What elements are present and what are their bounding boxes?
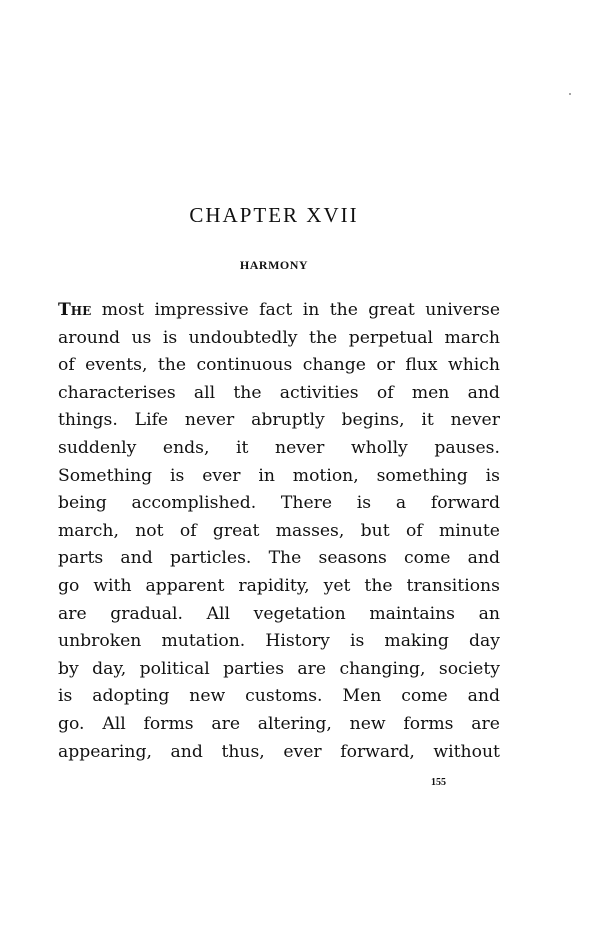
text-line <box>58 739 500 767</box>
word: go. <box>58 713 85 734</box>
word: a <box>395 493 407 514</box>
word: yet <box>323 575 351 596</box>
word: us <box>131 327 152 348</box>
word: flux <box>405 355 438 376</box>
word: minute <box>438 520 500 541</box>
text-line <box>58 325 500 353</box>
text-line <box>58 573 500 601</box>
word: is <box>349 631 365 652</box>
word: it <box>236 437 249 458</box>
text-line <box>58 407 500 435</box>
word: transitions <box>406 575 500 596</box>
word: forms <box>403 713 454 734</box>
word: The <box>268 548 302 569</box>
word: an <box>478 603 500 624</box>
page-number: 155 <box>431 777 446 788</box>
word: ends, <box>162 437 210 458</box>
word: pauses. <box>434 437 500 458</box>
text-line <box>58 601 500 629</box>
word: without <box>433 741 500 762</box>
word: is <box>162 327 178 348</box>
word: particles. <box>169 548 252 569</box>
word: History <box>265 631 330 652</box>
word: Men <box>342 686 382 707</box>
text-line <box>58 352 500 380</box>
word: which <box>447 355 500 376</box>
chapter-heading: CHAPTER XVII <box>189 203 359 227</box>
word: never <box>275 437 325 458</box>
text-line <box>58 380 500 408</box>
word: go <box>58 575 80 596</box>
word: the <box>309 327 338 348</box>
word: something <box>376 465 468 486</box>
word: of <box>376 382 394 403</box>
word: men <box>411 382 450 403</box>
word: is <box>58 686 73 707</box>
word: march, <box>58 520 119 541</box>
word: fact <box>259 300 293 320</box>
text-line <box>58 435 500 463</box>
word: Something <box>58 465 153 486</box>
word: are <box>58 603 87 624</box>
word: apparent <box>145 575 225 596</box>
word: are <box>297 658 327 679</box>
word: of <box>58 355 75 376</box>
word: rapidity, <box>238 575 310 596</box>
word: abruptly <box>251 410 325 431</box>
text-line <box>58 297 500 325</box>
word: by <box>58 658 79 679</box>
word: being <box>58 493 107 514</box>
word: continuous <box>196 355 293 376</box>
word: is <box>356 493 372 514</box>
word: adopting <box>92 686 170 707</box>
word: mutation. <box>161 631 246 652</box>
word: maintains <box>369 603 455 624</box>
word: seasons <box>318 548 387 569</box>
word: appearing, <box>58 741 152 762</box>
word: society <box>438 658 500 679</box>
word: new <box>349 713 386 734</box>
word: making <box>384 631 449 652</box>
word: All <box>206 603 231 624</box>
text-line <box>58 463 500 491</box>
word: day <box>469 631 500 652</box>
text-line <box>58 490 500 518</box>
word: motion, <box>292 465 359 486</box>
word: all <box>193 382 216 403</box>
word: undoubtedly <box>188 327 298 348</box>
word: forward, <box>340 741 415 762</box>
word: events, <box>85 355 148 376</box>
word: day, <box>92 658 127 679</box>
word: is <box>170 465 185 486</box>
word: ever <box>283 741 322 762</box>
text-line <box>58 683 500 711</box>
word: perpetual <box>348 327 433 348</box>
word: in <box>302 300 320 320</box>
word: and <box>120 548 153 569</box>
word: new <box>189 686 226 707</box>
word: impressive <box>154 300 249 320</box>
text-line <box>58 545 500 573</box>
word: unbroken <box>58 631 142 652</box>
word: things. <box>58 410 118 431</box>
text-line <box>58 656 500 684</box>
word: political <box>139 658 210 679</box>
word: vegetation <box>253 603 346 624</box>
word: Life <box>134 410 169 431</box>
word: changing, <box>339 658 426 679</box>
word: the <box>233 382 262 403</box>
word: great <box>368 300 415 320</box>
word: characterises <box>58 382 176 403</box>
chapter-title: HARMONY <box>239 258 309 272</box>
word: parts <box>58 548 104 569</box>
word: customs. <box>245 686 323 707</box>
word: with <box>93 575 132 596</box>
text-line <box>58 518 500 546</box>
word: accomplished. <box>131 493 257 514</box>
word: come <box>404 548 451 569</box>
word: is <box>485 465 500 486</box>
word: the <box>157 355 187 376</box>
word: wholly <box>350 437 408 458</box>
word: it <box>421 410 434 431</box>
word: never <box>184 410 235 431</box>
word: universe <box>425 300 500 320</box>
word: masses, <box>275 520 345 541</box>
word: most <box>101 300 145 320</box>
word: altering, <box>257 713 332 734</box>
word: not <box>135 520 164 541</box>
word: around <box>58 327 120 348</box>
word: All <box>102 713 126 734</box>
word: begins, <box>341 410 405 431</box>
word: gradual. <box>110 603 184 624</box>
word: or <box>376 355 395 376</box>
opening-word: The <box>58 300 92 320</box>
word: forward <box>430 493 500 514</box>
word: There <box>280 493 333 514</box>
word: and <box>467 548 500 569</box>
word: of <box>179 520 197 541</box>
word: forms <box>143 713 194 734</box>
word: but <box>360 520 390 541</box>
word: of <box>405 520 423 541</box>
word: thus, <box>221 741 265 762</box>
word: and <box>170 741 203 762</box>
word: change <box>302 355 366 376</box>
word: in <box>258 465 275 486</box>
word: are <box>211 713 240 734</box>
word: the <box>364 575 393 596</box>
word: the <box>329 300 358 320</box>
word: march <box>444 327 500 348</box>
scan-speck <box>569 93 571 95</box>
word: come <box>401 686 448 707</box>
body-paragraph <box>58 297 500 766</box>
text-line <box>58 628 500 656</box>
word: activities <box>279 382 359 403</box>
word: and <box>467 686 500 707</box>
word: are <box>471 713 500 734</box>
word: and <box>467 382 500 403</box>
word: never <box>450 410 500 431</box>
text-line <box>58 711 500 739</box>
word: suddenly <box>58 437 137 458</box>
word: great <box>212 520 260 541</box>
word: parties <box>223 658 285 679</box>
word: ever <box>202 465 241 486</box>
